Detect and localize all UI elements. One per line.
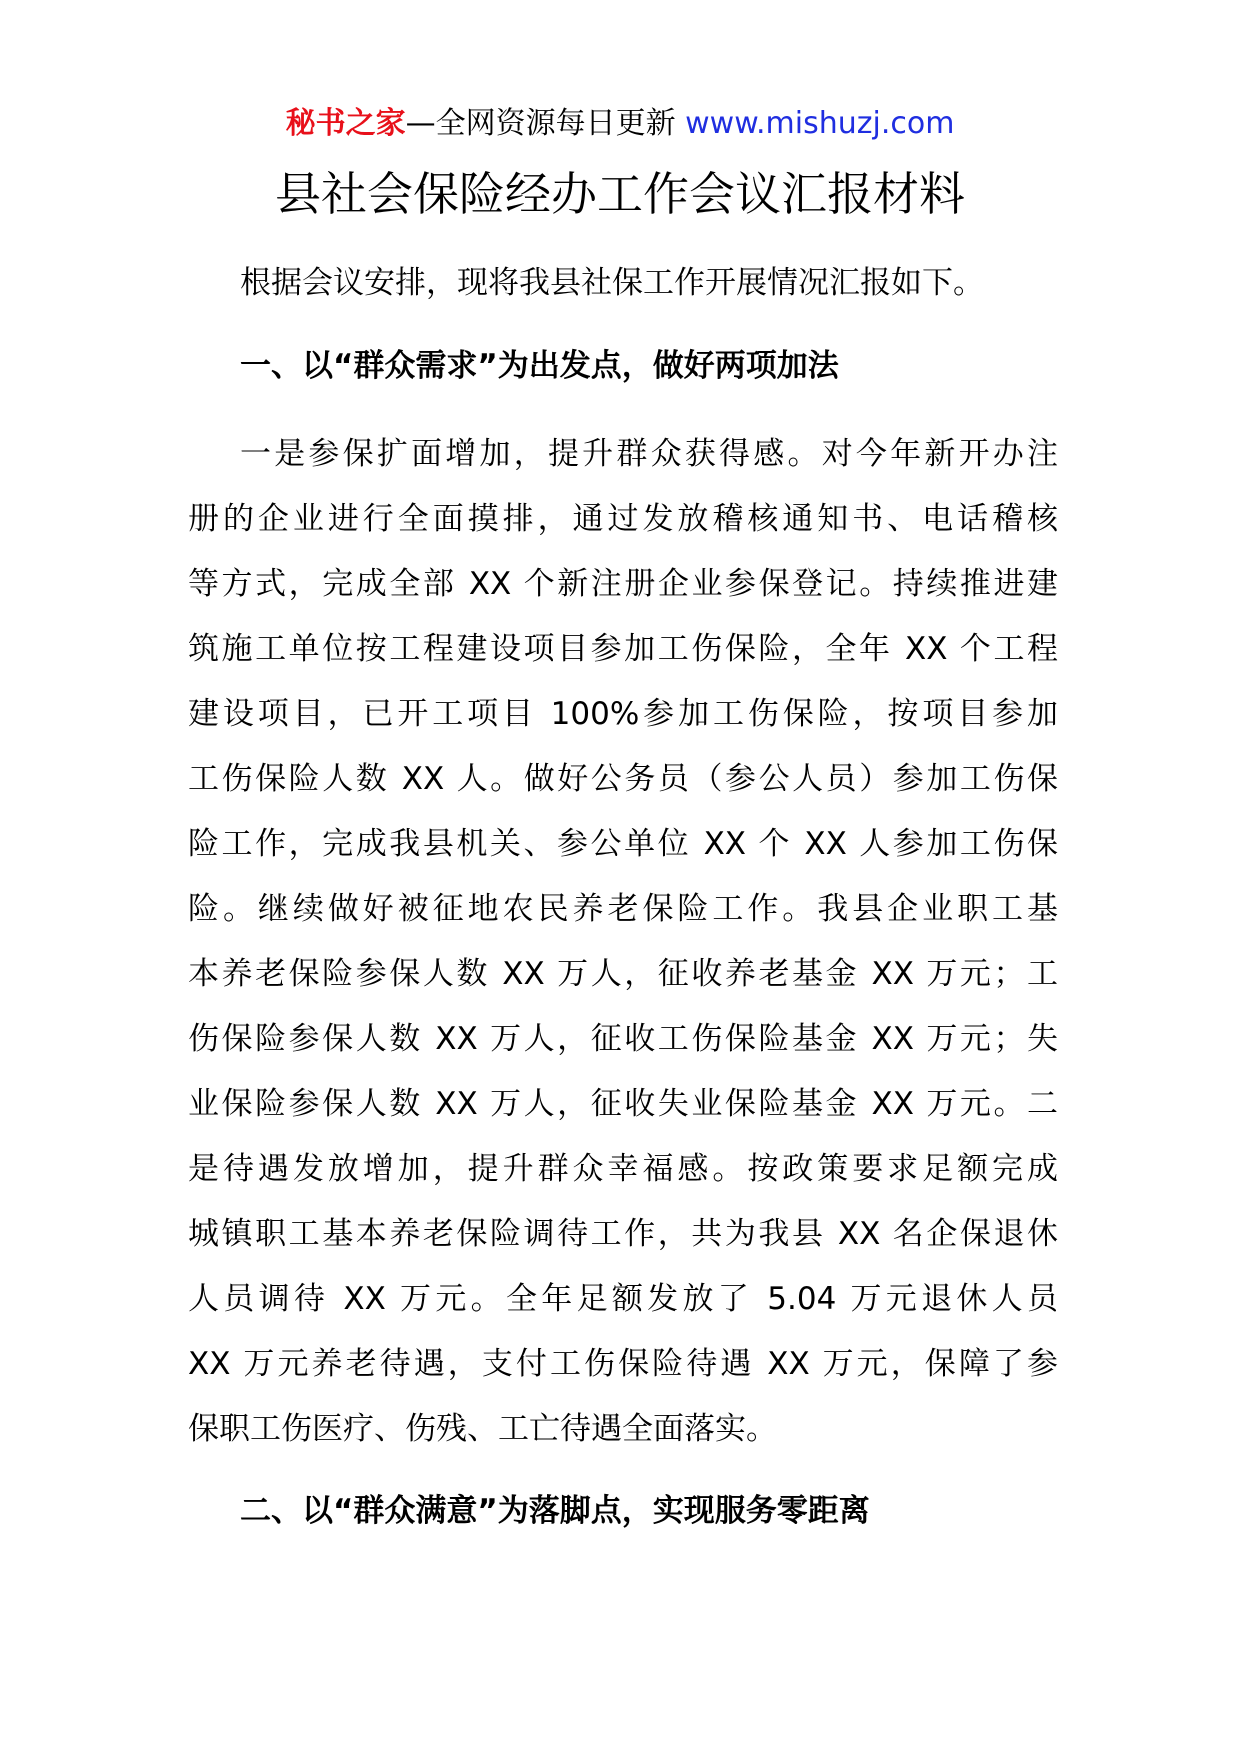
website-link[interactable]: www.mishuzj.com xyxy=(685,106,955,141)
watermark-header xyxy=(0,104,1240,144)
header-tagline: —全网资源每日更新 xyxy=(405,106,676,141)
brand-name: 秘书之家 xyxy=(285,106,406,141)
body-line: 伤保险参保人数 XX 万人，征收工伤保险基金 XX 万元；失 xyxy=(188,1021,1058,1057)
body-line: 本养老保险参保人数 XX 万人，征收养老基金 XX 万元；工 xyxy=(188,956,1058,992)
body-line: 建设项目，已开工项目 100%参加工伤保险，按项目参加 xyxy=(188,696,1058,732)
body-line: 险工作，完成我县机关、参公单位 XX 个 XX 人参加工伤保 xyxy=(188,826,1058,862)
body-line: 工伤保险人数 XX 人。做好公务员（参公人员）参加工伤保 xyxy=(188,761,1058,797)
section1-body xyxy=(188,422,1058,1462)
body-line: 城镇职工基本养老保险调待工作，共为我县 XX 名企保退休 xyxy=(188,1216,1058,1252)
section-heading-1: 一、以“群众需求”为出发点，做好两项加法 xyxy=(240,348,839,384)
document-title: 县社会保险经办工作会议汇报材料 xyxy=(275,167,965,221)
intro-paragraph: 根据会议安排，现将我县社保工作开展情况汇报如下。 xyxy=(240,265,984,301)
body-line: 人员调待 XX 万元。全年足额发放了 5.04 万元退休人员 xyxy=(188,1281,1058,1317)
body-line: 等方式，完成全部 XX 个新注册企业参保登记。持续推进建 xyxy=(188,566,1058,602)
body-line: 一是参保扩面增加，提升群众获得感。对今年新开办注 xyxy=(240,436,1058,472)
body-line: 筑施工单位按工程建设项目参加工伤保险，全年 XX 个工程 xyxy=(188,631,1058,667)
body-line: 是待遇发放增加，提升群众幸福感。按政策要求足额完成 xyxy=(188,1151,1058,1187)
body-line: XX 万元养老待遇，支付工伤保险待遇 XX 万元，保障了参 xyxy=(188,1346,1058,1382)
body-line: 保职工伤医疗、伤残、工亡待遇全面落实。 xyxy=(188,1411,777,1447)
body-line: 业保险参保人数 XX 万人，征收失业保险基金 XX 万元。二 xyxy=(188,1086,1058,1122)
body-line: 册的企业进行全面摸排，通过发放稽核通知书、电话稽核 xyxy=(188,501,1058,537)
section-heading-2: 二、以“群众满意”为落脚点，实现服务零距离 xyxy=(240,1493,870,1529)
body-line: 险。继续做好被征地农民养老保险工作。我县企业职工基 xyxy=(188,891,1058,927)
